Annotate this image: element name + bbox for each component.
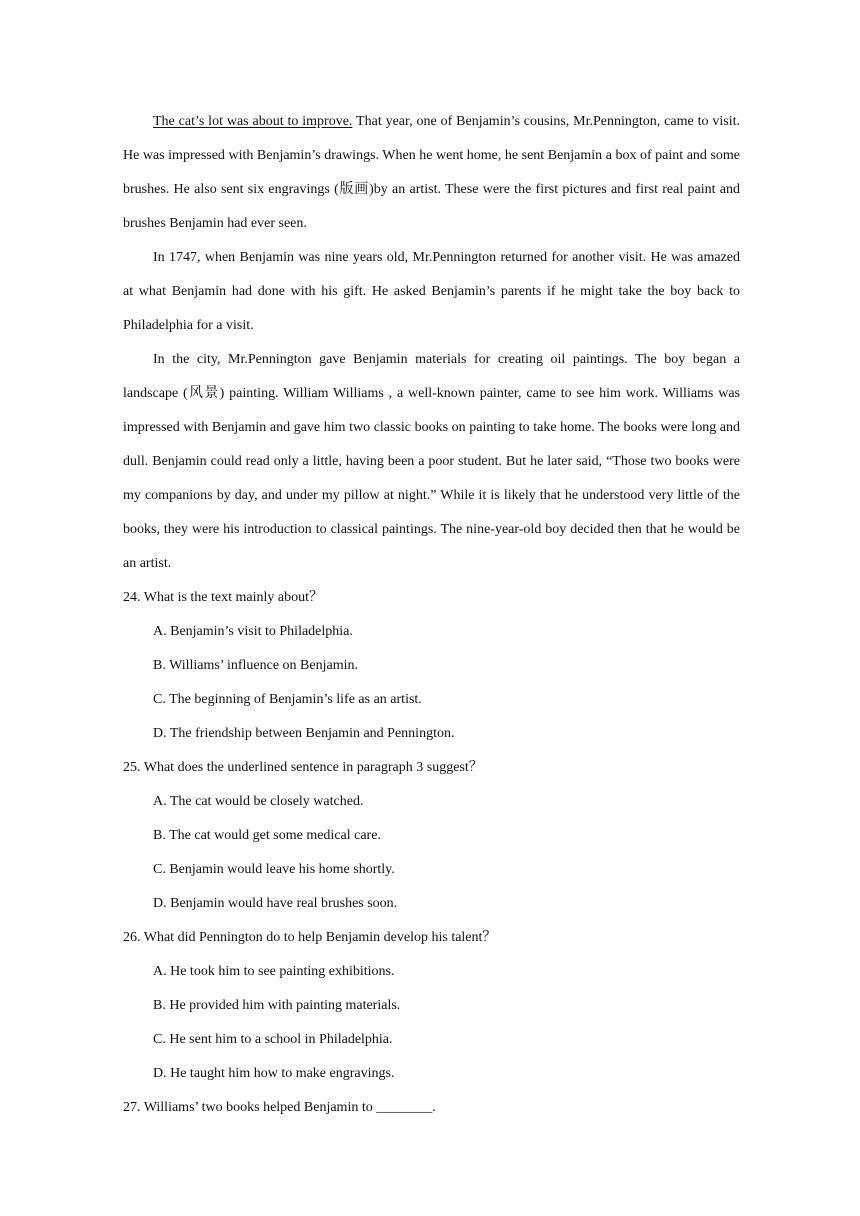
question-25-option-c[interactable]: C. Benjamin would leave his home shortly. xyxy=(153,862,395,877)
question-24-option-a[interactable]: A. Benjamin’s visit to Philadelphia. xyxy=(153,624,353,639)
question-25-option-a[interactable]: A. The cat would be closely watched. xyxy=(153,794,364,809)
question-26-option-c[interactable]: C. He sent him to a school in Philadelphia. xyxy=(153,1032,393,1047)
question-26-stem: 26. What did Pennington do to help Benjamin develop his talent？ xyxy=(123,930,497,945)
paragraph-3-text: That year, one of Benjamin’s cousins, Mr.Pennington, came to visit. He was impressed with Benjamin’s drawings. When he went home, he sent Benjamin a box of paint and some brushes. He also sent six engravings (版画)by an artist. These were the first pictures and first real paint and brushes Benjamin had ever seen. xyxy=(123,114,740,231)
question-26-option-a[interactable]: A. He took him to see painting exhibitions. xyxy=(153,964,395,979)
question-24-option-c[interactable]: C. The beginning of Benjamin’s life as an artist. xyxy=(153,692,422,707)
question-24-stem: 24. What is the text mainly about？ xyxy=(123,590,323,605)
question-24-option-d[interactable]: D. The friendship between Benjamin and Pennington. xyxy=(153,726,455,741)
passage-paragraph-5: In the city, Mr.Pennington gave Benjamin materials for creating oil paintings. The boy began a landscape (风景) painting. William Williams , a well-known painter, came to see him work. Williams was impressed with Benjamin and gave him two classic books on painting to take home. The books were long and dull. Benjamin could read only a little, having been a poor student. But he later said, “Those two books were my companions by day, and under my pillow at night.” While it is likely that he understood very little of the books, they were his introduction to classical paintings. The nine-year-old boy decided then that he would be an artist. xyxy=(123,352,740,571)
question-25-option-b[interactable]: B. The cat would get some medical care. xyxy=(153,828,381,843)
document-page xyxy=(123,105,740,1125)
question-26-option-b[interactable]: B. He provided him with painting materials. xyxy=(153,998,401,1013)
question-26-option-d[interactable]: D. He taught him how to make engravings. xyxy=(153,1066,395,1081)
question-25-stem: 25. What does the underlined sentence in paragraph 3 suggest？ xyxy=(123,760,483,775)
underlined-sentence: The cat’s lot was about to improve. xyxy=(153,114,353,129)
passage-paragraph-3 xyxy=(123,105,740,241)
question-25-option-d[interactable]: D. Benjamin would have real brushes soon. xyxy=(153,896,398,911)
question-24-option-b[interactable]: B. Williams’ influence on Benjamin. xyxy=(153,658,358,673)
question-27-stem: 27. Williams’ two books helped Benjamin to ________. xyxy=(123,1100,436,1115)
passage-paragraph-4: In 1747, when Benjamin was nine years old, Mr.Pennington returned for another visit. He was amazed at what Benjamin had done with his gift. He asked Benjamin’s parents if he might take the boy back to Philadelphia for a visit. xyxy=(123,250,740,333)
